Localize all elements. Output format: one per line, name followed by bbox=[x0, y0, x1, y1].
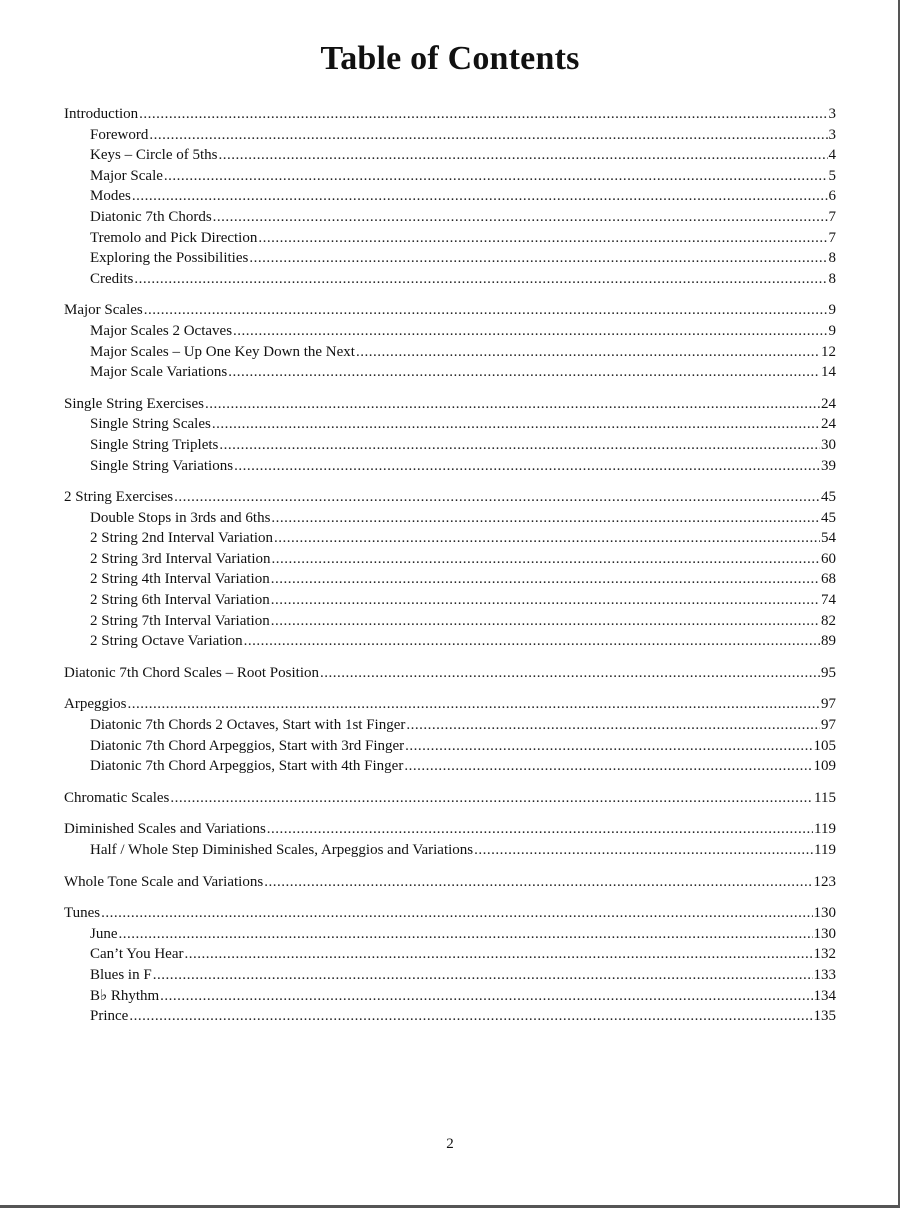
toc-entry-label: Whole Tone Scale and Variations bbox=[64, 873, 264, 890]
dot-leader bbox=[244, 631, 820, 652]
toc-sub-entry[interactable] bbox=[64, 569, 836, 590]
dot-leader bbox=[356, 342, 820, 363]
toc-entry-page: 8 bbox=[828, 270, 836, 287]
toc-sub-entry[interactable] bbox=[64, 1006, 836, 1027]
toc-entry-page: 5 bbox=[828, 167, 836, 184]
toc-entry-page: 132 bbox=[813, 946, 836, 963]
toc-entry-page: 30 bbox=[821, 436, 836, 453]
toc-entry-label: 2 String 7th Interval Variation bbox=[90, 612, 270, 629]
dot-leader bbox=[128, 694, 821, 715]
toc-entry-page: 74 bbox=[821, 592, 836, 609]
toc-entry-label: Single String Exercises bbox=[64, 395, 204, 412]
dot-leader bbox=[119, 924, 813, 945]
toc-entry-label: 2 String 6th Interval Variation bbox=[90, 592, 270, 609]
toc-entry-page: 45 bbox=[821, 489, 836, 506]
dot-leader bbox=[218, 145, 827, 166]
dot-leader bbox=[406, 715, 820, 736]
dot-leader bbox=[271, 611, 820, 632]
toc-entry-label: Exploring the Possibilities bbox=[90, 250, 249, 267]
toc-entry-label: B♭ Rhythm bbox=[90, 987, 160, 1004]
toc-entry-label: Major Scale Variations bbox=[90, 364, 228, 381]
toc-section bbox=[64, 788, 836, 809]
toc-sub-entry[interactable] bbox=[64, 611, 836, 632]
toc-entry-page: 9 bbox=[828, 322, 836, 339]
toc-section bbox=[64, 663, 836, 684]
toc-entry-label: Half / Whole Step Diminished Scales, Arpeggios and Variations bbox=[90, 842, 474, 858]
toc-sub-entry[interactable] bbox=[64, 590, 836, 611]
toc-entry-page: 9 bbox=[828, 302, 836, 319]
toc-section bbox=[64, 694, 836, 776]
toc-entry-page: 3 bbox=[828, 126, 836, 143]
toc-entry-label: Can’t You Hear bbox=[90, 946, 184, 963]
dot-leader bbox=[184, 944, 812, 965]
toc-sub-entry[interactable] bbox=[64, 508, 836, 529]
toc-sub-entry[interactable] bbox=[64, 342, 836, 363]
dot-leader bbox=[160, 986, 812, 1007]
toc-entry-page: 115 bbox=[814, 789, 836, 806]
toc-entry-label: Diatonic 7th Chords bbox=[90, 208, 212, 225]
toc-sub-entry[interactable] bbox=[64, 631, 836, 652]
toc-entry-page: 24 bbox=[821, 416, 836, 433]
dot-leader bbox=[271, 590, 820, 611]
toc-entry-page: 119 bbox=[814, 842, 836, 858]
toc-entry-page: 123 bbox=[813, 873, 836, 890]
dot-leader bbox=[474, 840, 813, 861]
toc-entry-label: Chromatic Scales bbox=[64, 789, 170, 806]
toc-entry-label: 2 String 2nd Interval Variation bbox=[90, 530, 274, 547]
toc-entry-label: Major Scales bbox=[64, 302, 143, 319]
toc-sub-entry[interactable] bbox=[64, 435, 836, 456]
toc-entry-label: Diminished Scales and Variations bbox=[64, 821, 266, 838]
toc-entry-page: 134 bbox=[813, 987, 836, 1004]
toc-entry-label: Double Stops in 3rds and 6ths bbox=[90, 509, 271, 526]
toc-entry-label: Diatonic 7th Chord Arpeggios, Start with 4th Finger bbox=[90, 758, 404, 775]
dot-leader bbox=[129, 1006, 812, 1027]
toc-entry-page: 54 bbox=[821, 530, 836, 547]
toc-entry-page: 97 bbox=[821, 717, 836, 734]
toc-sub-entry[interactable] bbox=[64, 207, 836, 228]
toc-sub-entry[interactable] bbox=[64, 125, 836, 146]
toc-entry-page: 4 bbox=[828, 147, 836, 164]
dot-leader bbox=[404, 756, 812, 777]
toc-entry-page: 105 bbox=[813, 737, 836, 754]
toc-sub-entry[interactable] bbox=[64, 145, 836, 166]
toc-entry-page: 89 bbox=[821, 633, 836, 650]
toc-entry-page: 135 bbox=[813, 1008, 836, 1025]
toc-entry-label: 2 String Exercises bbox=[64, 489, 174, 506]
toc-section bbox=[64, 300, 836, 382]
dot-leader bbox=[139, 104, 827, 125]
toc-entry-label: Diatonic 7th Chords 2 Octaves, Start with 1st Finger bbox=[90, 717, 406, 734]
toc-entry-label: 2 String Octave Variation bbox=[90, 633, 243, 650]
toc-entry-label: Credits bbox=[90, 270, 134, 287]
dot-leader bbox=[213, 207, 828, 228]
dot-leader bbox=[212, 414, 820, 435]
toc-entry-label: Major Scales – Up One Key Down the Next bbox=[90, 343, 355, 360]
toc-sub-entry[interactable] bbox=[64, 756, 836, 777]
dot-leader bbox=[205, 394, 820, 415]
toc-entry-page: 97 bbox=[821, 696, 836, 713]
dot-leader bbox=[134, 269, 827, 290]
toc-section bbox=[64, 394, 836, 476]
toc-sub-entry[interactable] bbox=[64, 965, 836, 986]
page-title: Table of Contents bbox=[320, 40, 580, 77]
toc-entry-label: June bbox=[90, 925, 118, 942]
dot-leader bbox=[271, 569, 820, 590]
toc-section-heading[interactable] bbox=[64, 487, 836, 508]
toc-section-heading[interactable] bbox=[64, 694, 836, 715]
dot-leader bbox=[405, 736, 812, 757]
toc-entry-label: Diatonic 7th Chord Arpeggios, Start with 3rd Finger bbox=[90, 737, 405, 754]
toc-sub-entry[interactable] bbox=[64, 248, 836, 269]
toc-sub-entry[interactable] bbox=[64, 228, 836, 249]
toc-entry-page: 6 bbox=[828, 188, 836, 205]
toc-entry-page: 60 bbox=[821, 550, 836, 567]
toc-section-heading[interactable] bbox=[64, 788, 836, 809]
toc-entry-label: Tremolo and Pick Direction bbox=[90, 229, 258, 246]
toc-entry-page: 130 bbox=[813, 925, 836, 942]
toc-sub-entry[interactable] bbox=[64, 528, 836, 549]
toc-sub-entry[interactable] bbox=[64, 321, 836, 342]
dot-leader bbox=[164, 166, 828, 187]
toc-entry-page: 130 bbox=[813, 905, 836, 922]
toc-sub-entry[interactable] bbox=[64, 166, 836, 187]
toc-entry-page: 95 bbox=[821, 664, 836, 681]
toc-entry-label: Diatonic 7th Chord Scales – Root Position bbox=[64, 664, 319, 681]
toc-entry-page: 7 bbox=[828, 229, 836, 246]
toc-sub-entry[interactable] bbox=[64, 549, 836, 570]
dot-leader bbox=[272, 549, 820, 570]
toc-section-heading[interactable] bbox=[64, 903, 836, 924]
toc-entry-label: Tunes bbox=[64, 905, 101, 922]
toc-entry-label: Prince bbox=[90, 1008, 129, 1025]
toc-entry-label: Blues in F bbox=[90, 966, 152, 983]
toc-entry-page: 3 bbox=[828, 106, 836, 122]
toc-sub-entry[interactable] bbox=[64, 362, 836, 383]
toc-entry-label: 2 String 4th Interval Variation bbox=[90, 571, 270, 588]
toc-sub-entry[interactable] bbox=[64, 456, 836, 477]
toc-entry-page: 12 bbox=[821, 343, 836, 360]
toc-entry-label: Single String Variations bbox=[90, 457, 234, 474]
dot-leader bbox=[132, 186, 828, 207]
dot-leader bbox=[144, 300, 828, 321]
toc-entry-page: 133 bbox=[813, 966, 836, 983]
dot-leader bbox=[149, 125, 827, 146]
toc-entry-label: Keys – Circle of 5ths bbox=[90, 147, 218, 164]
dot-leader bbox=[264, 872, 812, 893]
toc-entry-label: Introduction bbox=[64, 106, 139, 122]
toc-section bbox=[64, 487, 836, 652]
toc-entry-label: Arpeggios bbox=[64, 696, 127, 713]
dot-leader bbox=[219, 435, 820, 456]
toc-entry-page: 39 bbox=[821, 457, 836, 474]
toc-sub-entry[interactable] bbox=[64, 736, 836, 757]
toc-entry-page: 45 bbox=[821, 509, 836, 526]
toc-entry-label: Major Scale bbox=[90, 167, 163, 184]
dot-leader bbox=[234, 456, 820, 477]
toc-entry-page: 68 bbox=[821, 571, 836, 588]
toc-entry-label: Foreword bbox=[90, 126, 149, 143]
toc-section bbox=[64, 903, 836, 1027]
toc-entry-label: 2 String 3rd Interval Variation bbox=[90, 550, 271, 567]
dot-leader bbox=[174, 487, 820, 508]
dot-leader bbox=[271, 508, 820, 529]
toc-sub-entry[interactable] bbox=[64, 924, 836, 945]
dot-leader bbox=[267, 819, 813, 840]
toc-entry-label: Single String Scales bbox=[90, 416, 211, 433]
toc-section-heading[interactable] bbox=[64, 819, 836, 840]
toc-entry-page: 14 bbox=[821, 364, 836, 381]
dot-leader bbox=[258, 228, 827, 249]
toc-sub-entry[interactable] bbox=[64, 986, 836, 1007]
toc-section-heading[interactable] bbox=[64, 300, 836, 321]
dot-leader bbox=[101, 903, 812, 924]
table-of-contents bbox=[64, 104, 836, 1038]
toc-section bbox=[64, 872, 836, 893]
dot-leader bbox=[320, 663, 820, 684]
dot-leader bbox=[170, 788, 813, 809]
page-number: 2 bbox=[446, 1136, 454, 1152]
toc-sub-entry[interactable] bbox=[64, 186, 836, 207]
dot-leader bbox=[274, 528, 820, 549]
toc-entry-page: 109 bbox=[813, 758, 836, 775]
toc-entry-page: 119 bbox=[814, 821, 836, 838]
toc-entry-page: 8 bbox=[828, 250, 836, 267]
toc-section-heading[interactable] bbox=[64, 663, 836, 684]
toc-section bbox=[64, 104, 836, 289]
toc-sub-entry[interactable] bbox=[64, 414, 836, 435]
toc-section-heading[interactable] bbox=[64, 104, 836, 125]
toc-entry-label: Single String Triplets bbox=[90, 436, 219, 453]
dot-leader bbox=[249, 248, 827, 269]
toc-sub-entry[interactable] bbox=[64, 269, 836, 290]
toc-entry-page: 7 bbox=[828, 208, 836, 225]
toc-sub-entry[interactable] bbox=[64, 715, 836, 736]
toc-sub-entry[interactable] bbox=[64, 840, 836, 861]
toc-entry-page: 82 bbox=[821, 612, 836, 629]
dot-leader bbox=[233, 321, 827, 342]
dot-leader bbox=[228, 362, 820, 383]
toc-section-heading[interactable] bbox=[64, 394, 836, 415]
toc-section bbox=[64, 819, 836, 860]
toc-section-heading[interactable] bbox=[64, 872, 836, 893]
toc-entry-label: Modes bbox=[90, 188, 131, 205]
toc-sub-entry[interactable] bbox=[64, 944, 836, 965]
dot-leader bbox=[153, 965, 813, 986]
toc-entry-page: 24 bbox=[821, 395, 836, 412]
toc-entry-label: Major Scales 2 Octaves bbox=[90, 322, 233, 339]
